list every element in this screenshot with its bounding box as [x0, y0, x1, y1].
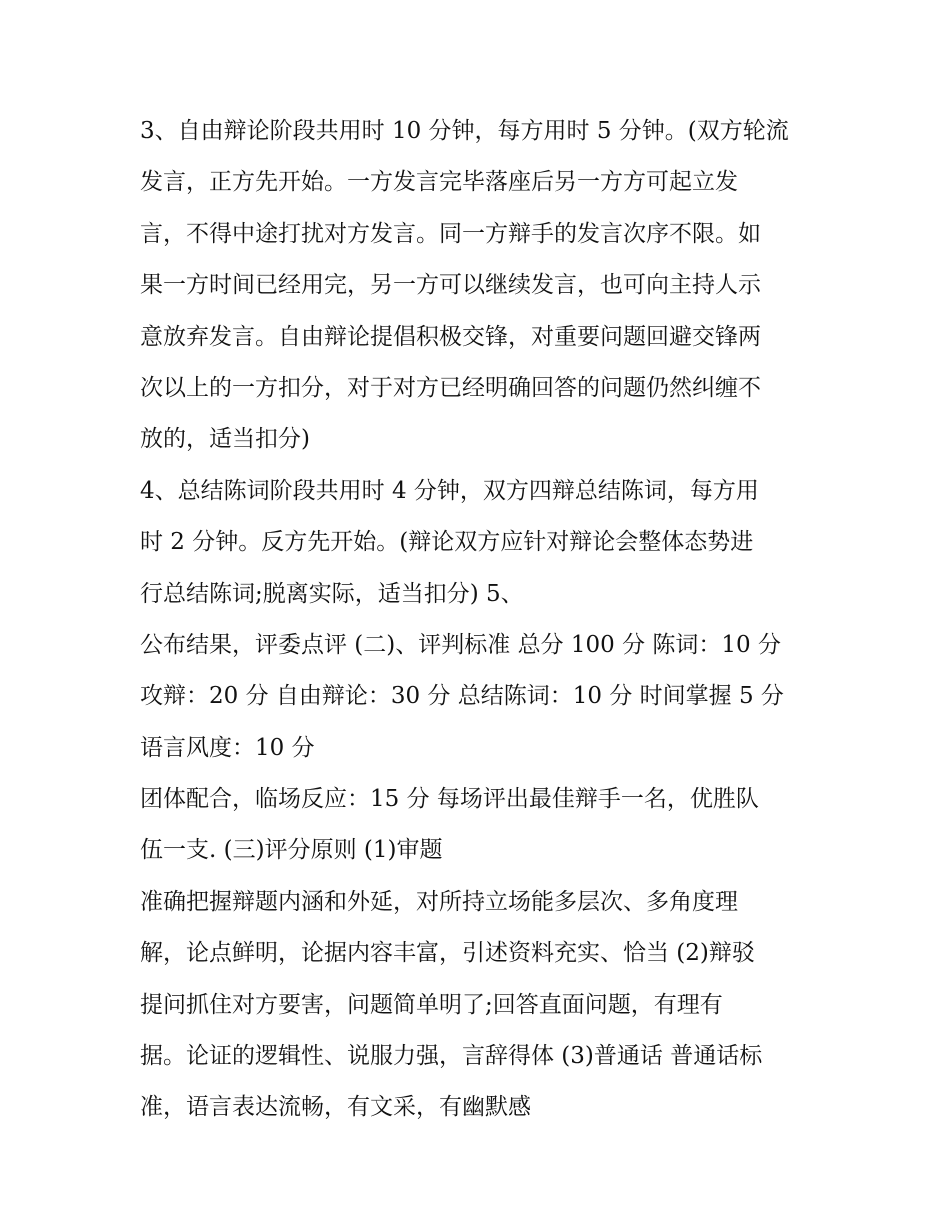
text-line: 准确把握辩题内涵和外延，对所持立场能多层次、多角度理: [140, 888, 738, 915]
text-line: 4、总结陈词阶段共用时 4 分钟，双方四辩总结陈词，每方用: [140, 477, 759, 504]
text-line: 公布结果，评委点评 (二)、评判标准 总分 100 分 陈词：10 分: [140, 631, 781, 658]
text-line: 语言风度：10 分: [140, 734, 315, 761]
text-line: 伍一支. (三)评分原则 (1)审题: [140, 837, 443, 864]
text-line: 据。论证的逻辑性、说服力强，言辞得体 (3)普通话 普通话标: [140, 1043, 763, 1070]
text-line: 言，不得中途打扰对方发言。同一方辩手的发言次序不限。如: [140, 220, 761, 247]
text-line: 次以上的一方扣分，对于对方已经明确回答的问题仍然纠缠不: [140, 374, 761, 401]
text-line: 解，论点鲜明，论据内容丰富，引述资料充实、恰当 (2)辩驳: [140, 940, 755, 967]
document-body: [140, 106, 830, 1134]
text-line: 意放弃发言。自由辩论提倡积极交锋，对重要问题回避交锋两: [140, 323, 761, 350]
text-line: 行总结陈词;脱离实际，适当扣分) 5、: [140, 580, 524, 607]
text-line: 团体配合，临场反应：15 分 每场评出最佳辩手一名，优胜队: [140, 786, 759, 813]
text-line: 果一方时间已经用完，另一方可以继续发言，也可向主持人示: [140, 272, 761, 299]
text-line: 提问抓住对方要害，问题简单明了;回答直面问题，有理有: [140, 991, 723, 1018]
text-line: 发言，正方先开始。一方发言完毕落座后另一方方可起立发: [140, 169, 738, 196]
text-line: 3、自由辩论阶段共用时 10 分钟，每方用时 5 分钟。(双方轮流: [140, 118, 789, 144]
text-line: 时 2 分钟。反方先开始。(辩论双方应针对辩论会整体态势进: [140, 529, 754, 556]
text-line: 准，语言表达流畅，有文采，有幽默感: [140, 1094, 531, 1121]
text-line: 放的，适当扣分): [140, 426, 310, 453]
text-line: 攻辩：20 分 自由辩论：30 分 总结陈词：10 分 时间掌握 5 分: [140, 683, 784, 710]
